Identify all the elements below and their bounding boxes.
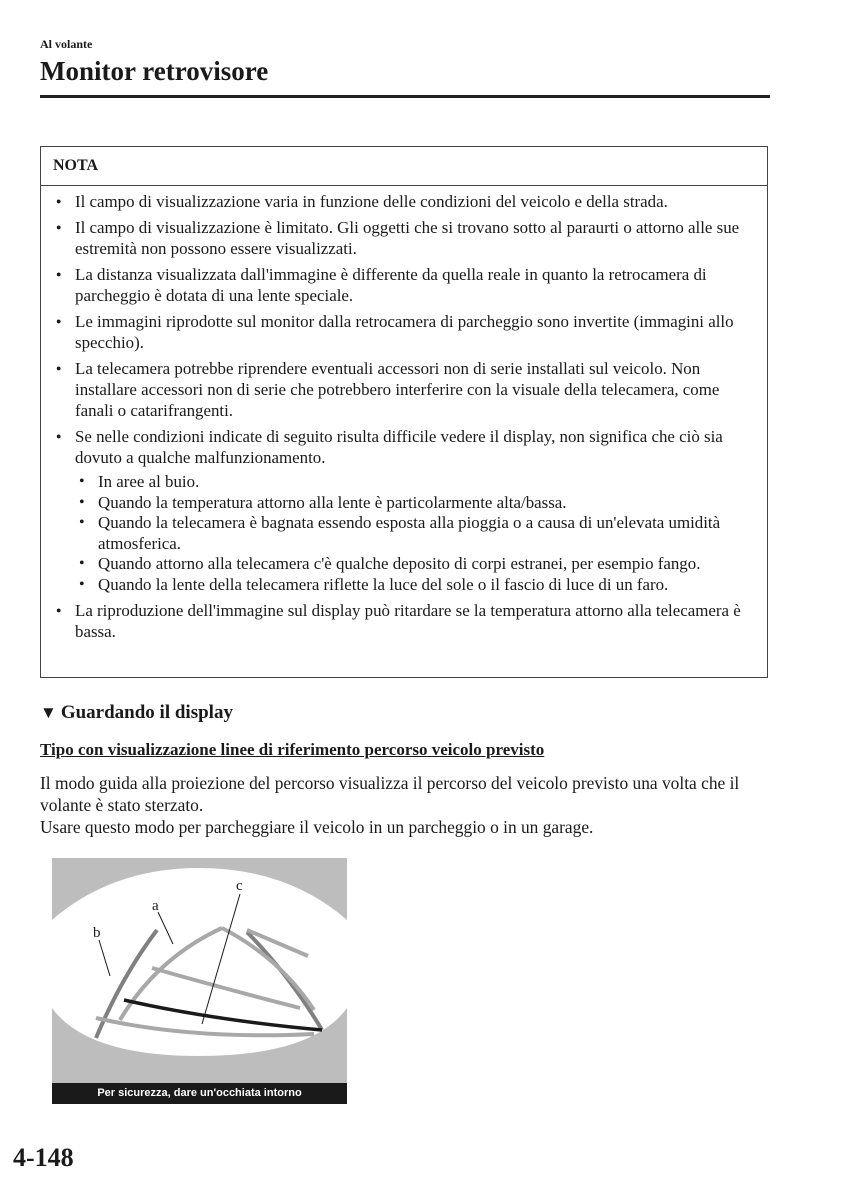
page-title: Monitor retrovisore <box>40 56 269 86</box>
note-item <box>52 426 757 595</box>
note-item-text: Se nelle condizioni indicate di seguito risulta difficile vedere il display, non significa che ciò sia dovuto a qualche malfunzionamento. <box>75 427 723 467</box>
figure-label-a: a <box>152 898 159 914</box>
figure-label-c: c <box>236 878 243 894</box>
triangle-down-icon: ▼ <box>40 703 57 722</box>
type-heading: Tipo con visualizzazione linee di riferimento percorso veicolo previsto <box>40 740 545 759</box>
note-heading: NOTA <box>41 147 767 186</box>
camera-figure <box>52 858 347 1104</box>
camera-view-illustration <box>52 858 347 1104</box>
note-item: ● Le immagini riprodotte sul monitor dalla retrocamera di parcheggio sono invertite (immagini allo specchio). <box>52 311 757 353</box>
section-heading-text: Guardando il display <box>60 702 233 723</box>
note-item: ● La distanza visualizzata dall'immagine è differente da quella reale in quanto la retrocamera di parcheggio è dotata di una lente speciale. <box>52 264 757 306</box>
body-paragraph: Usare questo modo per parcheggiare il veicolo in un parcheggio o in un garage. <box>40 817 594 837</box>
section-heading <box>40 702 233 724</box>
note-item: ● La riproduzione dell'immagine sul display può ritardare se la temperatura attorno alla telecamera è bassa. <box>52 600 757 642</box>
note-sub-item: • Quando la temperatura attorno alla lente è particolarmente alta/bassa. <box>75 493 757 514</box>
note-item: ● Il campo di visualizzazione è limitato. Gli oggetti che si trovano sotto al paraurti o attorno alle sue estremità non possono essere visualizzati. <box>52 217 757 259</box>
note-sub-item: • Quando attorno alla telecamera c'è qualche deposito di corpi estranei, per esempio fango. <box>75 554 757 575</box>
note-sub-item: • Quando la telecamera è bagnata essendo esposta alla pioggia o a causa di un'elevata umidità atmosferica. <box>75 513 757 554</box>
note-sub-item: • Quando la lente della telecamera riflette la luce del sole o il fascio di luce di un faro. <box>75 575 757 596</box>
section-label: Al volante <box>40 37 93 51</box>
body-text <box>40 772 770 838</box>
figure-label-b: b <box>93 925 101 941</box>
note-item: ● La telecamera potrebbe riprendere eventuali accessori non di serie installati sul veicolo. Non installare accessori non di serie che potrebbero interferire con la visuale della telecamera, come fanali o catarifrangenti. <box>52 358 757 421</box>
note-item: ● Il campo di visualizzazione varia in funzione delle condizioni del veicolo e della strada. <box>52 191 757 212</box>
note-sub-item: • In aree al buio. <box>75 472 757 493</box>
note-sub-list <box>75 472 757 595</box>
note-box <box>40 146 768 678</box>
note-list <box>41 186 767 642</box>
page-number: 4-148 <box>13 1143 74 1172</box>
body-paragraph: Il modo guida alla proiezione del percorso visualizza il percorso del veicolo previsto una volta che il volante è stato sterzato. <box>40 773 740 815</box>
figure-caption: Per sicurezza, dare un'occhiata intorno <box>52 1083 347 1104</box>
title-rule <box>40 95 770 98</box>
